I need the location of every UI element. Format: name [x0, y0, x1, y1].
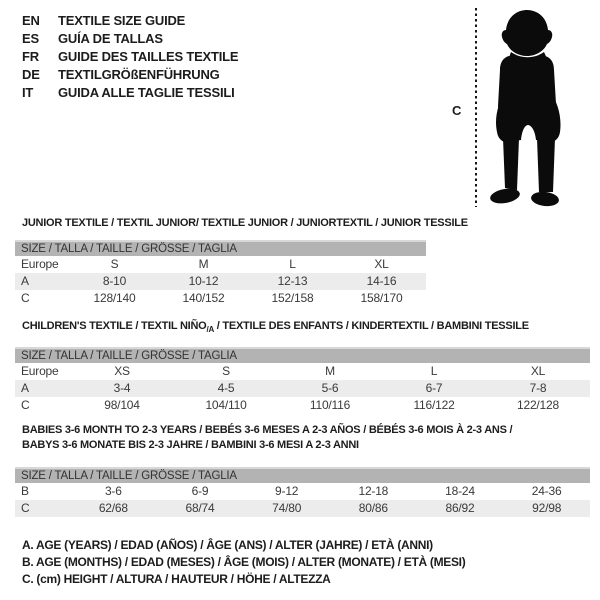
- cell: 158/170: [360, 291, 403, 305]
- row-label: C: [21, 501, 30, 515]
- cell: L: [289, 257, 296, 271]
- children-title-prefix: CHILDREN'S TEXTILE / TEXTIL NIÑO: [22, 320, 207, 332]
- table-row: [15, 363, 590, 380]
- table-row: [15, 397, 590, 414]
- cell: 92/98: [532, 501, 562, 515]
- language-label: TEXTILE SIZE GUIDE: [58, 13, 186, 28]
- cell: 62/68: [98, 501, 128, 515]
- table-row: [15, 500, 590, 517]
- cell: 8-10: [102, 274, 127, 288]
- cell: 3-4: [113, 381, 131, 395]
- table-row: [15, 483, 590, 500]
- junior-section-title: JUNIOR TEXTILE / TEXTIL JUNIOR/ TEXTILE JUNIOR / JUNIORTEXTIL / JUNIOR TESSILE: [22, 217, 468, 229]
- cell: 98/104: [104, 398, 140, 412]
- junior-size-table: [15, 240, 426, 307]
- cell: 122/128: [517, 398, 559, 412]
- children-size-table: [15, 347, 590, 414]
- cell: 6-9: [191, 484, 209, 498]
- cell: 152/158: [271, 291, 314, 305]
- babies-size-table: [15, 467, 590, 517]
- row-label: C: [21, 291, 30, 305]
- cell: 3-6: [104, 484, 122, 498]
- language-label: GUIDA ALLE TAGLIE TESSILI: [58, 85, 235, 100]
- table-row: [15, 256, 426, 273]
- cell: S: [222, 364, 230, 378]
- cell: 24-36: [531, 484, 562, 498]
- cell: M: [325, 364, 335, 378]
- footnote-b: B. AGE (MONTHS) / EDAD (MESES) / ÂGE (MOIS) / ALTER (MONATE) / ETÀ (MESI): [22, 555, 466, 569]
- cell: S: [110, 257, 119, 271]
- cell: XL: [374, 257, 389, 271]
- row-label: Europe: [21, 257, 59, 271]
- cell: 10-12: [188, 274, 219, 288]
- cell: 12-13: [277, 274, 308, 288]
- height-measure-dashed-line: [475, 8, 477, 207]
- table-row: [15, 273, 426, 290]
- cell: 86/92: [445, 501, 475, 515]
- language-row-es: [22, 30, 238, 48]
- row-label: Europe: [21, 364, 59, 378]
- children-title-suffix: / TEXTILE DES ENFANTS / KINDERTEXTIL / BAMBINI TESSILE: [213, 320, 529, 332]
- footnote-a: A. AGE (YEARS) / EDAD (AÑOS) / ÂGE (ANS) / ALTER (JAHRE) / ETÀ (ANNI): [22, 538, 433, 552]
- cell: M: [198, 257, 209, 271]
- language-code: FR: [22, 49, 39, 64]
- footnote-c: C. (cm) HEIGHT / ALTURA / HAUTEUR / HÖHE / ALTEZZA: [22, 572, 331, 586]
- row-label: A: [21, 274, 29, 288]
- cell: 110/116: [309, 398, 351, 412]
- cell: XL: [530, 364, 546, 378]
- junior-size-header-row: SIZE / TALLA / TAILLE / GRÖSSE / TAGLIA: [15, 240, 426, 256]
- language-row-fr: [22, 48, 238, 66]
- cell: 4-5: [217, 381, 235, 395]
- children-title-subscript: /A: [206, 325, 214, 335]
- cell: 6-7: [425, 381, 443, 395]
- babies-section-title-line1: BABIES 3-6 MONTH TO 2-3 YEARS / BEBÉS 3-6 MESES A 2-3 AÑOS / BÉBÉS 3-6 MOIS À 2-3 ANS /: [22, 424, 513, 436]
- language-row-de: [22, 66, 238, 84]
- children-size-header-row: SIZE / TALLA / TAILLE / GRÖSSE / TAGLIA: [15, 347, 590, 363]
- language-list: [22, 12, 238, 102]
- cell: 80/86: [358, 501, 388, 515]
- cell: L: [430, 364, 438, 378]
- language-row-en: [22, 12, 238, 30]
- table-row: [15, 290, 426, 307]
- language-code: IT: [22, 85, 34, 100]
- language-label: TEXTILGRÖßENFÜHRUNG: [58, 67, 220, 82]
- height-measure-label: C: [452, 103, 462, 118]
- table-row: [15, 380, 590, 397]
- cell: 9-12: [275, 484, 299, 498]
- language-label: GUÍA DE TALLAS: [58, 31, 163, 46]
- cell: 12-18: [358, 484, 389, 498]
- language-row-it: [22, 84, 238, 102]
- cell: 18-24: [445, 484, 475, 498]
- babies-size-header-row: SIZE / TALLA / TAILLE / GRÖSSE / TAGLIA: [15, 467, 590, 483]
- children-section-title: [22, 320, 529, 334]
- language-code: EN: [22, 13, 40, 28]
- cell: 7-8: [529, 381, 547, 395]
- cell: 116/122: [413, 398, 455, 412]
- baby-silhouette-shapes: [489, 10, 560, 207]
- cell: 14-16: [366, 274, 397, 288]
- cell: 74/80: [272, 501, 302, 515]
- baby-silhouette: [481, 6, 573, 208]
- row-label: C: [21, 398, 30, 412]
- language-label: GUIDE DES TAILLES TEXTILE: [58, 49, 239, 64]
- cell: 68/74: [185, 501, 215, 515]
- babies-section-title-line2: BABYS 3-6 MONATE BIS 2-3 JAHRE / BAMBINI 3-6 MESI A 2-3 ANNI: [22, 439, 359, 451]
- row-label: B: [21, 484, 29, 498]
- language-code: DE: [22, 67, 40, 82]
- row-label: A: [21, 381, 29, 395]
- cell: 5-6: [321, 381, 339, 395]
- cell: 104/110: [205, 398, 247, 412]
- cell: 128/140: [93, 291, 136, 305]
- cell: 140/152: [182, 291, 225, 305]
- cell: XS: [114, 364, 130, 378]
- language-code: ES: [22, 31, 39, 46]
